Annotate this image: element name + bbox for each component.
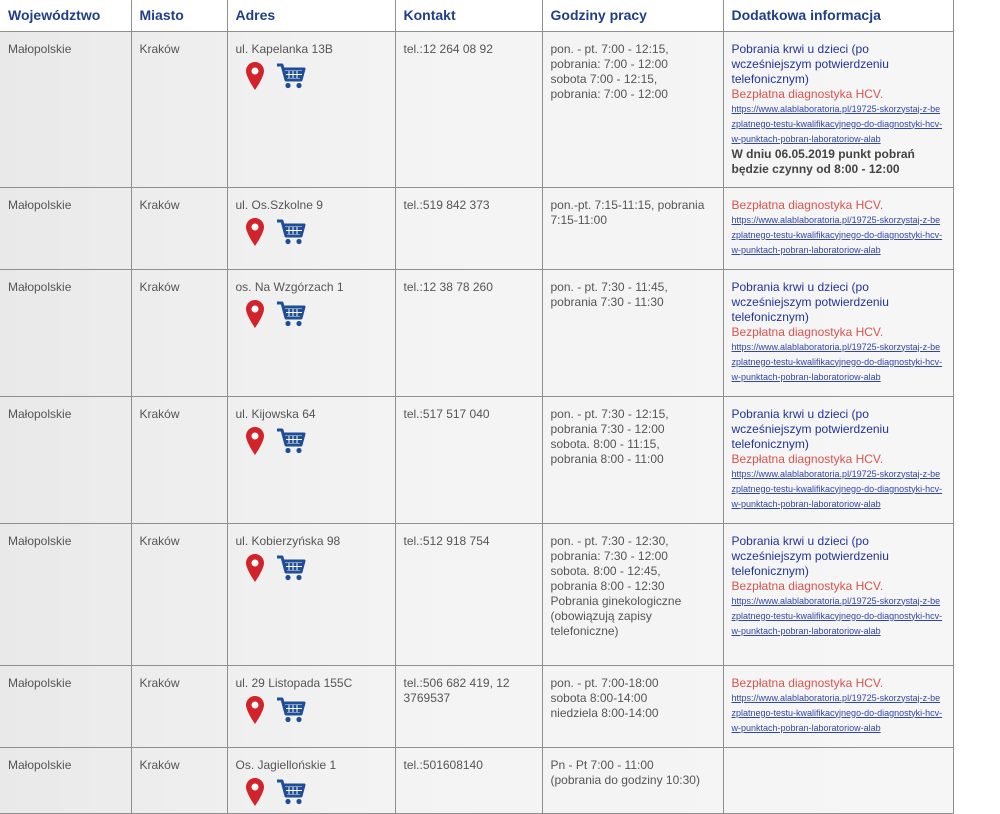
table-row bbox=[0, 187, 953, 269]
cell-city: Kraków bbox=[131, 747, 227, 813]
address-text: ul. Kobierzyńska 98 bbox=[235, 533, 341, 548]
info-hcv-link[interactable]: https://www.alablaboratoria.pl/19725-skorzystaj-z-bezplatnego-testu-kwalifikacyjnego-do-diagnostyki-hcv-w-punktach-pobran-laboratoriow-alab bbox=[731, 214, 943, 255]
cell-info bbox=[723, 523, 953, 665]
table-body bbox=[0, 31, 953, 813]
hours-line: pobrania 8:00 - 11:00 bbox=[550, 451, 664, 466]
cell-contact: tel.:519 842 373 bbox=[395, 187, 542, 269]
cell-contact: tel.:12 38 78 260 bbox=[395, 269, 542, 396]
cell-city: Kraków bbox=[131, 523, 227, 665]
address-text: ul. Kijowska 64 bbox=[235, 406, 316, 421]
map-pin-icon[interactable] bbox=[246, 300, 264, 328]
map-pin-icon[interactable] bbox=[246, 427, 264, 455]
map-pin-icon[interactable] bbox=[246, 696, 264, 724]
shopping-cart-icon[interactable] bbox=[276, 62, 306, 90]
info-hcv-link[interactable]: https://www.alablaboratoria.pl/19725-skorzystaj-z-bezplatnego-testu-kwalifikacyjnego-do-diagnostyki-hcv-w-punktach-pobran-laboratoriow-alab bbox=[731, 468, 943, 509]
hours-line: niedziela 8:00-14:00 bbox=[550, 705, 659, 720]
map-pin-icon[interactable] bbox=[246, 62, 264, 90]
cell-city: Kraków bbox=[131, 665, 227, 747]
cell-hours bbox=[542, 187, 723, 269]
info-hcv-note: Bezpłatna diagnostyka HCV. bbox=[731, 86, 884, 101]
cell-city: Kraków bbox=[131, 31, 227, 187]
info-hcv-note: Bezpłatna diagnostyka HCV. bbox=[731, 451, 884, 466]
cell-contact: tel.:12 264 08 92 bbox=[395, 31, 542, 187]
header-region: Województwo bbox=[0, 0, 131, 31]
cell-address bbox=[227, 31, 395, 187]
cell-region: Małopolskie bbox=[0, 396, 131, 523]
cell-info bbox=[723, 31, 953, 187]
info-special-note: W dniu 06.05.2019 punkt pobrań będzie czynny od 8:00 - 12:00 bbox=[731, 146, 915, 176]
shopping-cart-icon[interactable] bbox=[276, 218, 306, 246]
shopping-cart-icon[interactable] bbox=[276, 696, 306, 724]
map-pin-icon[interactable] bbox=[246, 554, 264, 582]
info-hcv-link[interactable]: https://www.alablaboratoria.pl/19725-skorzystaj-z-bezplatnego-testu-kwalifikacyjnego-do-diagnostyki-hcv-w-punktach-pobran-laboratoriow-alab bbox=[731, 692, 943, 733]
hours-line: sobota 8:00-14:00 bbox=[550, 690, 648, 705]
hours-line: Pn - Pt 7:00 - 11:00 bbox=[550, 757, 654, 772]
hours-line: pobrania: 7:30 - 12:00 bbox=[550, 548, 668, 563]
table-header-row bbox=[0, 0, 953, 31]
header-hours: Godziny pracy bbox=[542, 0, 723, 31]
address-text: Os. Jagiellońskie 1 bbox=[235, 757, 337, 772]
hours-line: pobrania 7:30 - 11:30 bbox=[550, 294, 664, 309]
info-hcv-link[interactable]: https://www.alablaboratoria.pl/19725-skorzystaj-z-bezplatnego-testu-kwalifikacyjnego-do-diagnostyki-hcv-w-punktach-pobran-laboratoriow-alab bbox=[731, 595, 943, 636]
cell-hours bbox=[542, 523, 723, 665]
hours-line: pon.-pt. 7:15-11:15, pobrania 7:15-11:00 bbox=[550, 197, 705, 227]
cell-hours bbox=[542, 269, 723, 396]
table-row bbox=[0, 31, 953, 187]
hours-line: pobrania 7:30 - 12:00 bbox=[550, 421, 665, 436]
address-text: os. Na Wzgórzach 1 bbox=[235, 279, 344, 294]
cell-hours bbox=[542, 747, 723, 813]
cell-info bbox=[723, 747, 953, 813]
table-row bbox=[0, 523, 953, 665]
hours-line: pobrania 8:00 - 12:30 bbox=[550, 578, 665, 593]
cell-address bbox=[227, 187, 395, 269]
map-pin-icon[interactable] bbox=[246, 778, 264, 806]
cell-city: Kraków bbox=[131, 269, 227, 396]
address-icons bbox=[236, 217, 387, 247]
info-hcv-note: Bezpłatna diagnostyka HCV. bbox=[731, 197, 884, 212]
hours-line: pon. - pt. 7:00 - 12:15, bbox=[550, 41, 669, 56]
cell-city: Kraków bbox=[131, 396, 227, 523]
cell-hours bbox=[542, 396, 723, 523]
cell-address bbox=[227, 747, 395, 813]
header-contact: Kontakt bbox=[395, 0, 542, 31]
info-children-note: Pobrania krwi u dzieci (po wcześniejszym potwierdzeniu telefonicznym) bbox=[731, 406, 889, 451]
hours-line: pon. - pt. 7:00-18:00 bbox=[550, 675, 659, 690]
cell-address bbox=[227, 396, 395, 523]
address-icons bbox=[236, 553, 387, 583]
cell-address bbox=[227, 523, 395, 665]
shopping-cart-icon[interactable] bbox=[276, 300, 306, 328]
cell-region: Małopolskie bbox=[0, 747, 131, 813]
cell-info bbox=[723, 665, 953, 747]
info-children-note: Pobrania krwi u dzieci (po wcześniejszym potwierdzeniu telefonicznym) bbox=[731, 279, 889, 324]
header-address: Adres bbox=[227, 0, 395, 31]
hours-line: (pobrania do godziny 10:30) bbox=[550, 772, 700, 787]
table-row bbox=[0, 269, 953, 396]
cell-region: Małopolskie bbox=[0, 269, 131, 396]
info-hcv-link[interactable]: https://www.alablaboratoria.pl/19725-skorzystaj-z-bezplatnego-testu-kwalifikacyjnego-do-diagnostyki-hcv-w-punktach-pobran-laboratoriow-alab bbox=[731, 103, 943, 144]
header-info: Dodatkowa informacja bbox=[723, 0, 953, 31]
address-text: ul. 29 Listopada 155C bbox=[235, 675, 353, 690]
hours-line: pon. - pt. 7:30 - 11:45, bbox=[550, 279, 668, 294]
info-hcv-note: Bezpłatna diagnostyka HCV. bbox=[731, 324, 884, 339]
cell-info bbox=[723, 187, 953, 269]
cell-info bbox=[723, 396, 953, 523]
hours-line: pobrania: 7:00 - 12:00 bbox=[550, 86, 668, 101]
info-hcv-link[interactable]: https://www.alablaboratoria.pl/19725-skorzystaj-z-bezplatnego-testu-kwalifikacyjnego-do-diagnostyki-hcv-w-punktach-pobran-laboratoriow-alab bbox=[731, 341, 943, 382]
hours-line: sobota 7:00 - 12:15, bbox=[550, 71, 658, 86]
info-hcv-note: Bezpłatna diagnostyka HCV. bbox=[731, 578, 884, 593]
cell-region: Małopolskie bbox=[0, 665, 131, 747]
cell-hours bbox=[542, 665, 723, 747]
address-icons bbox=[236, 61, 387, 91]
header-city: Miasto bbox=[131, 0, 227, 31]
hours-line: sobota. 8:00 - 11:15, bbox=[550, 436, 660, 451]
info-children-note: Pobrania krwi u dzieci (po wcześniejszym potwierdzeniu telefonicznym) bbox=[731, 41, 889, 86]
cell-contact: tel.:517 517 040 bbox=[395, 396, 542, 523]
cell-region: Małopolskie bbox=[0, 187, 131, 269]
hours-line: Pobrania ginekologiczne (obowiązują zapisy telefoniczne) bbox=[550, 593, 682, 638]
cell-region: Małopolskie bbox=[0, 31, 131, 187]
address-icons bbox=[236, 695, 387, 725]
address-icons bbox=[236, 777, 387, 807]
hours-line: sobota. 8:00 - 12:45, bbox=[550, 563, 661, 578]
cell-info bbox=[723, 269, 953, 396]
info-children-note: Pobrania krwi u dzieci (po wcześniejszym potwierdzeniu telefonicznym) bbox=[731, 533, 889, 578]
map-pin-icon[interactable] bbox=[246, 218, 264, 246]
shopping-cart-icon[interactable] bbox=[276, 778, 306, 806]
cell-contact: tel.:506 682 419, 12 3769537 bbox=[395, 665, 542, 747]
address-icons bbox=[236, 299, 387, 329]
hours-line: pon. - pt. 7:30 - 12:15, bbox=[550, 406, 669, 421]
table-row bbox=[0, 396, 953, 523]
cell-city: Kraków bbox=[131, 187, 227, 269]
table-row bbox=[0, 665, 953, 747]
cell-contact: tel.:512 918 754 bbox=[395, 523, 542, 665]
cell-address bbox=[227, 269, 395, 396]
hours-line: pon. - pt. 7:30 - 12:30, bbox=[550, 533, 669, 548]
hours-line: pobrania: 7:00 - 12:00 bbox=[550, 56, 668, 71]
cell-contact: tel.:501608140 bbox=[395, 747, 542, 813]
cell-address bbox=[227, 665, 395, 747]
address-text: ul. Os.Szkolne 9 bbox=[235, 197, 323, 212]
cell-region: Małopolskie bbox=[0, 523, 131, 665]
shopping-cart-icon[interactable] bbox=[276, 427, 306, 455]
address-text: ul. Kapelanka 13B bbox=[235, 41, 333, 56]
address-icons bbox=[236, 426, 387, 456]
cell-hours bbox=[542, 31, 723, 187]
table-row bbox=[0, 747, 953, 813]
info-hcv-note: Bezpłatna diagnostyka HCV. bbox=[731, 675, 884, 690]
shopping-cart-icon[interactable] bbox=[276, 554, 306, 582]
